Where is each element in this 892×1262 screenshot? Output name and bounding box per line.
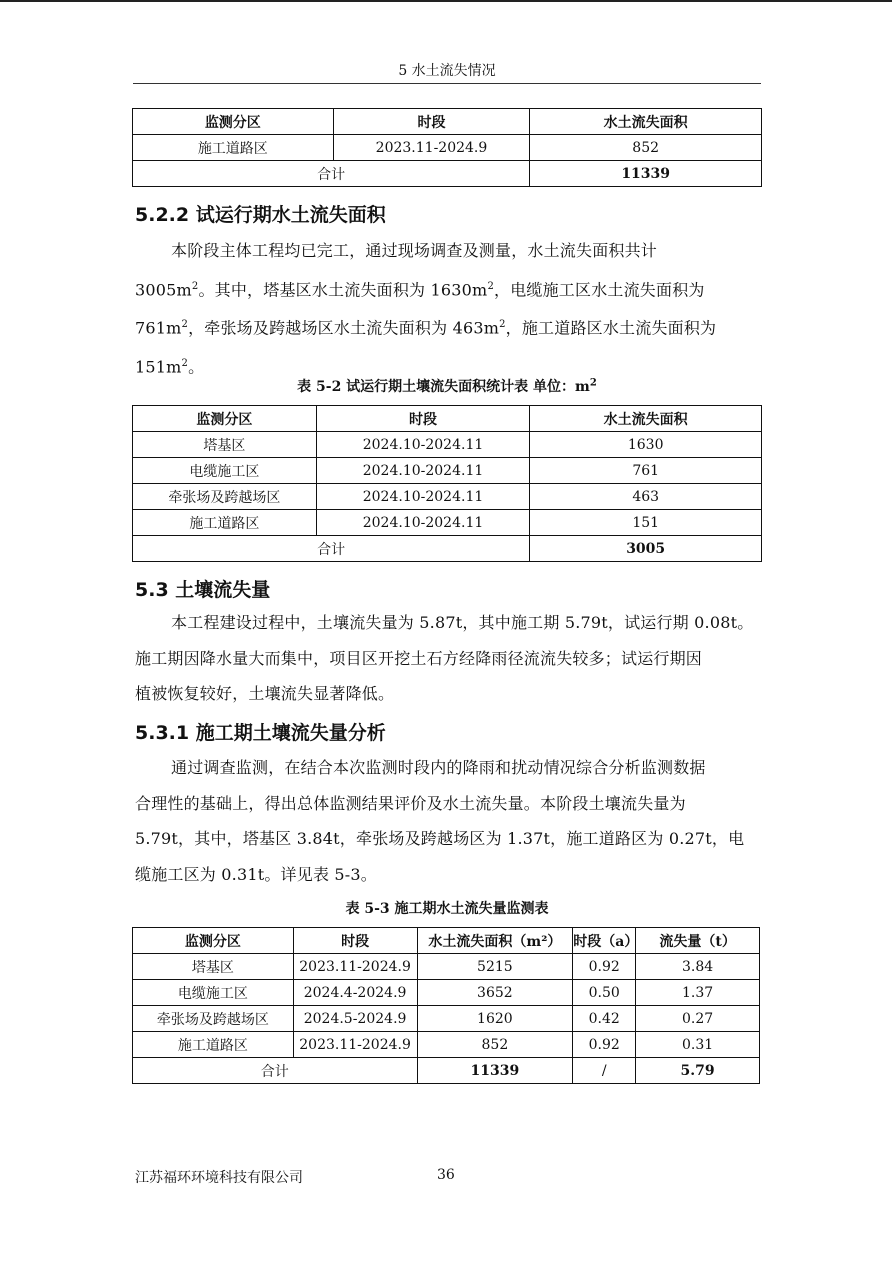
para-line: 合理性的基础上，得出总体监测结果评价及水土流失量。本阶段土壤流失量为 <box>135 793 686 813</box>
text: 761m <box>135 318 182 338</box>
table-row <box>133 458 762 484</box>
superscript: 2 <box>191 280 199 292</box>
cell: 2023.11-2024.9 <box>293 954 417 980</box>
col-header: 时段（a） <box>573 928 636 954</box>
total-period: / <box>573 1058 636 1084</box>
page-header: 5 水土流失情况 <box>398 63 496 79</box>
para-line <box>135 269 763 308</box>
table-row <box>133 510 762 536</box>
total-row <box>133 536 762 562</box>
cell: 2024.10-2024.11 <box>316 432 530 458</box>
total-loss: 5.79 <box>636 1058 760 1084</box>
col-header: 监测分区 <box>133 928 294 954</box>
table-row <box>133 1006 760 1032</box>
cell: 151 <box>530 510 762 536</box>
total-row <box>133 1058 760 1084</box>
cell: 3.84 <box>636 954 760 980</box>
cell: 3652 <box>417 980 573 1006</box>
total-label: 合计 <box>133 1058 418 1084</box>
cell: 牵张场及跨越场区 <box>133 1006 294 1032</box>
col-header: 监测分区 <box>133 406 317 432</box>
col-header: 时段 <box>316 406 530 432</box>
col-header: 时段 <box>333 109 530 135</box>
cell: 5215 <box>417 954 573 980</box>
table-row <box>133 484 762 510</box>
total-area: 11339 <box>417 1058 573 1084</box>
cell: 2023.11-2024.9 <box>293 1032 417 1058</box>
table-5-3 <box>132 927 760 1084</box>
para-line: 植被恢复较好，土壤流失显著降低。 <box>135 684 395 703</box>
text: 3005m <box>135 279 192 299</box>
cell: 463 <box>530 484 762 510</box>
cell: 0.50 <box>573 980 636 1006</box>
caption-text: 表 5-2 试运行期土壤流失面积统计表 单位：m <box>297 379 590 395</box>
cell: 852 <box>417 1032 573 1058</box>
table-row <box>133 135 762 161</box>
cell: 施工道路区 <box>133 1032 294 1058</box>
table-continued <box>132 108 762 187</box>
text: ，施工道路区水土流失面积为 <box>505 318 717 338</box>
para-line: 缆施工区为 0.31t。详见表 5-3。 <box>135 864 377 884</box>
table-row <box>133 432 762 458</box>
superscript: 2 <box>487 280 494 292</box>
text: ，牵张场及跨越场区水土流失面积为 463m <box>188 318 500 338</box>
cell: 施工道路区 <box>133 135 334 161</box>
total-value: 3005 <box>530 536 762 562</box>
footer-company: 江苏福环环境科技有限公司 <box>135 1170 303 1186</box>
section-heading-5-2-2: 5.2.2 试运行期水土流失面积 <box>135 204 386 226</box>
cell: 2024.5-2024.9 <box>293 1006 417 1032</box>
table-5-2-caption <box>133 376 761 396</box>
superscript: 2 <box>499 319 506 331</box>
cell: 0.31 <box>636 1032 760 1058</box>
text: 。 <box>188 357 205 377</box>
cell: 电缆施工区 <box>133 980 294 1006</box>
cell: 852 <box>530 135 762 161</box>
cell: 1630 <box>530 432 762 458</box>
total-label: 合计 <box>133 161 530 187</box>
text: 151m <box>135 357 182 377</box>
para-line <box>135 307 763 346</box>
para-line: 通过调查监测，在结合本次监测时段内的降雨和扰动情况综合分析监测数据 <box>171 758 706 777</box>
para-line: 本工程建设过程中，土壤流失量为 5.87t，其中施工期 5.79t，试运行期 0.08t。 <box>171 613 754 632</box>
text: ，电缆施工区水土流失面积为 <box>494 279 705 299</box>
total-row <box>133 161 762 187</box>
top-border <box>0 0 892 2</box>
cell: 施工道路区 <box>133 510 317 536</box>
header-rule <box>133 83 761 84</box>
para-line: 5.79t，其中，塔基区 3.84t，牵张场及跨越场区为 1.37t，施工道路区为 0.27t，电 <box>135 829 745 848</box>
cell: 0.27 <box>636 1006 760 1032</box>
paragraph-5-2-2 <box>135 233 763 385</box>
cell: 2024.4-2024.9 <box>293 980 417 1006</box>
text: 。其中，塔基区水土流失面积为 1630m <box>198 279 488 299</box>
cell: 2024.10-2024.11 <box>316 484 530 510</box>
para-line: 施工期因降水量大而集中，项目区开挖土石方经降雨径流流失较多；试运行期因 <box>135 648 703 668</box>
col-header: 流失量（t） <box>636 928 760 954</box>
total-value: 11339 <box>530 161 762 187</box>
table-row <box>133 1032 760 1058</box>
table-row <box>133 954 760 980</box>
section-heading-5-3: 5.3 土壤流失量 <box>135 579 271 601</box>
table-5-2 <box>132 405 762 562</box>
cell: 0.92 <box>573 954 636 980</box>
cell: 1.37 <box>636 980 760 1006</box>
paragraph-5-3 <box>135 605 763 712</box>
col-header: 监测分区 <box>133 109 334 135</box>
cell: 0.42 <box>573 1006 636 1032</box>
col-header: 水土流失面积 <box>530 406 762 432</box>
page-number: 36 <box>437 1167 455 1183</box>
superscript: 2 <box>181 358 189 370</box>
superscript: 2 <box>589 377 597 389</box>
col-header: 时段 <box>293 928 417 954</box>
cell: 1620 <box>417 1006 573 1032</box>
cell: 2023.11-2024.9 <box>333 135 530 161</box>
cell: 0.92 <box>573 1032 636 1058</box>
cell: 2024.10-2024.11 <box>316 510 530 536</box>
superscript: 2 <box>181 319 189 331</box>
cell: 塔基区 <box>133 954 294 980</box>
section-heading-5-3-1: 5.3.1 施工期土壤流失量分析 <box>135 722 386 744</box>
cell: 761 <box>530 458 762 484</box>
cell: 电缆施工区 <box>133 458 317 484</box>
col-header: 水土流失面积 <box>530 109 762 135</box>
text: 本阶段主体工程均已完工，通过现场调查及测量，水土流失面积共计 <box>171 241 658 260</box>
col-header: 水土流失面积（m²） <box>417 928 573 954</box>
table-5-3-caption: 表 5-3 施工期水土流失量监测表 <box>345 901 549 917</box>
para-line <box>135 233 763 269</box>
cell: 牵张场及跨越场区 <box>133 484 317 510</box>
total-label: 合计 <box>133 536 530 562</box>
paragraph-5-3-1 <box>135 750 763 892</box>
cell: 2024.10-2024.11 <box>316 458 530 484</box>
table-row <box>133 980 760 1006</box>
cell: 塔基区 <box>133 432 317 458</box>
